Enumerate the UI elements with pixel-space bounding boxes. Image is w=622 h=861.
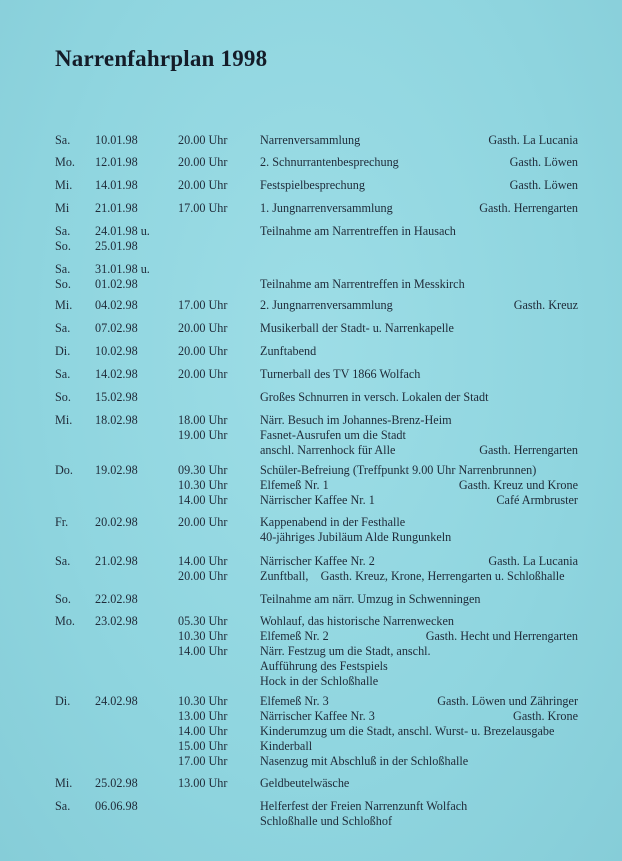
event-description [260, 344, 578, 359]
event-date-line: 23.02.98 [95, 614, 138, 628]
event-text: Aufführung des Festspiels [260, 659, 388, 673]
event-date [95, 155, 138, 170]
event-time [178, 344, 227, 359]
weekday-line: Sa. [55, 224, 71, 238]
event-date-line: 25.01.98 [95, 239, 138, 253]
event-description [260, 390, 578, 405]
event-time [178, 321, 227, 336]
event-time-line: 20.00 Uhr [178, 133, 228, 147]
event-date [95, 776, 138, 791]
event-line [260, 262, 578, 277]
event-date [95, 224, 150, 254]
weekday-line: Sa. [55, 554, 71, 568]
weekday [55, 592, 71, 607]
event-line [260, 367, 578, 382]
event-date-line: 12.01.98 [95, 155, 138, 169]
event-text: Festspielbesprechung [260, 178, 365, 192]
weekday [55, 390, 71, 405]
event-text: Nasenzug mit Abschluß in der Schloßhalle [260, 754, 469, 768]
weekday [55, 201, 69, 216]
event-line [260, 644, 578, 659]
event-description [260, 592, 578, 607]
event-date-line: 10.01.98 [95, 133, 138, 147]
event-text: Kinderball [260, 739, 313, 753]
event-date [95, 694, 138, 709]
event-date [95, 344, 138, 359]
event-date-line: 10.02.98 [95, 344, 138, 358]
event-time-line: 15.00 Uhr [178, 739, 228, 753]
event-time-line: 18.00 Uhr [178, 413, 228, 427]
event-date [95, 463, 138, 478]
venue-label: Gasth. Herrengarten [479, 443, 578, 457]
event-date [95, 262, 150, 292]
event-text: Wohlauf, das historische Narrenwecken [260, 614, 454, 628]
event-date [95, 367, 138, 382]
event-date [95, 592, 138, 607]
venue-label: Gasth. Kreuz und Krone [458, 478, 578, 492]
event-time-line: 20.00 Uhr [178, 155, 228, 169]
event-date [95, 133, 138, 148]
event-description [260, 367, 578, 382]
event-description [260, 224, 578, 239]
event-time-line: 10.30 Uhr [178, 694, 228, 708]
event-line [260, 390, 578, 405]
event-text: Geldbeutelwäsche [260, 776, 350, 790]
weekday [55, 367, 70, 382]
event-description [260, 463, 578, 508]
event-time-line: 17.00 Uhr [178, 298, 228, 312]
weekday-line: Mi. [55, 413, 73, 427]
weekday [55, 463, 73, 478]
event-line [260, 443, 578, 458]
event-time [178, 776, 227, 791]
event-text: Elfemeß Nr. 2 [260, 629, 329, 643]
event-text: 1. Jungnarrenversammlung [260, 201, 393, 215]
weekday-line: Sa. [55, 133, 71, 147]
event-line [260, 799, 578, 814]
event-line [260, 629, 578, 644]
event-text: Kinderumzug um die Stadt, anschl. Wurst- u. Brezelausgabe [260, 724, 555, 738]
weekday [55, 554, 70, 569]
event-date-line: 14.01.98 [95, 178, 138, 192]
event-date [95, 390, 138, 405]
event-time-line: 14.00 Uhr [178, 554, 228, 568]
event-date-line: 21.01.98 [95, 201, 138, 215]
event-time [178, 413, 227, 443]
event-time-line: 20.00 Uhr [178, 515, 228, 529]
event-description [260, 515, 578, 545]
weekday-line: Sa. [55, 799, 71, 813]
event-time-line: 20.00 Uhr [178, 569, 228, 583]
event-date-line: 04.02.98 [95, 298, 138, 312]
event-line [260, 739, 578, 754]
weekday [55, 178, 72, 193]
event-time [178, 463, 227, 508]
event-description [260, 178, 578, 193]
event-text: Musikerball der Stadt- u. Narrenkapelle [260, 321, 454, 335]
event-line [260, 478, 578, 493]
weekday [55, 224, 71, 254]
event-line [260, 428, 578, 443]
event-line [260, 201, 578, 216]
event-date [95, 321, 138, 336]
weekday-line: So. [55, 390, 71, 404]
event-date-line: 07.02.98 [95, 321, 138, 335]
event-text: Elfemeß Nr. 3 [260, 694, 329, 708]
event-time-line: 20.00 Uhr [178, 367, 228, 381]
event-line [260, 754, 578, 769]
event-date-line: 24.02.98 [95, 694, 138, 708]
event-line [260, 569, 578, 584]
event-line [260, 133, 578, 148]
weekday [55, 133, 70, 148]
event-description [260, 799, 578, 829]
event-time-line: 20.00 Uhr [178, 344, 228, 358]
weekday-line: Di. [55, 344, 71, 358]
event-time-line: 10.30 Uhr [178, 478, 228, 492]
event-time [178, 178, 227, 193]
weekday-line: Mi [55, 201, 70, 215]
event-text: Närr. Festzug um die Stadt, anschl. [260, 644, 431, 658]
weekday-line: Mi. [55, 178, 73, 192]
event-time [178, 201, 227, 216]
venue-label: Gasth. Löwen [509, 178, 578, 192]
event-text: Närrischer Kaffee Nr. 2 [260, 554, 375, 568]
event-date [95, 554, 138, 569]
event-description [260, 262, 578, 292]
weekday [55, 155, 75, 170]
event-time-line: 09.30 Uhr [178, 463, 228, 477]
event-date-line: 01.02.98 [95, 277, 138, 291]
event-line [260, 694, 578, 709]
event-line [260, 224, 578, 239]
weekday [55, 344, 70, 359]
event-date-line: 14.02.98 [95, 367, 138, 381]
event-text: Närr. Besuch im Johannes-Brenz-Heim [260, 413, 452, 427]
event-time [178, 155, 227, 170]
event-time-line: 19.00 Uhr [178, 428, 228, 442]
event-line [260, 814, 578, 829]
event-description [260, 133, 578, 148]
event-date-line: 24.01.98 u. [95, 224, 150, 238]
event-line [260, 155, 578, 170]
event-description [260, 298, 578, 313]
event-text: Turnerball des TV 1866 Wolfach [260, 367, 421, 381]
weekday-line: Di. [55, 694, 71, 708]
event-line [260, 709, 578, 724]
event-date-line: 15.02.98 [95, 390, 138, 404]
event-line [260, 321, 578, 336]
event-date-line: 20.02.98 [95, 515, 138, 529]
venue-label: Gasth. Löwen [509, 155, 578, 169]
weekday [55, 614, 75, 629]
event-text: 2. Jungnarrenversammlung [260, 298, 393, 312]
event-line [260, 530, 578, 545]
event-line [260, 659, 578, 674]
weekday [55, 321, 70, 336]
event-date-line: 31.01.98 u. [95, 262, 150, 276]
event-text: Fasnet-Ausrufen um die Stadt [260, 428, 406, 442]
event-text: Hock in der Schloßhalle [260, 674, 379, 688]
event-date-line: 06.06.98 [95, 799, 138, 813]
event-time [178, 515, 227, 530]
event-line [260, 674, 578, 689]
event-text: 40-jähriges Jubiläum Alde Rungunkeln [260, 530, 452, 544]
event-date [95, 178, 138, 193]
event-line [260, 515, 578, 530]
weekday [55, 694, 70, 709]
weekday [55, 298, 72, 313]
event-description [260, 413, 578, 458]
event-time-line: 14.00 Uhr [178, 644, 228, 658]
venue-label: Gasth. Herrengarten [479, 201, 578, 215]
event-time [178, 298, 227, 313]
event-text: Zunftball, Gasth. Kreuz, Krone, Herrengarten u. Schloßhalle [260, 569, 565, 583]
event-description [260, 201, 578, 216]
event-text: Narrenversammlung [260, 133, 361, 147]
event-date [95, 614, 138, 629]
weekday-line: Fr. [55, 515, 69, 529]
event-date [95, 413, 138, 428]
weekday-line: Mi. [55, 298, 73, 312]
event-time-line: 10.30 Uhr [178, 629, 228, 643]
event-text: Teilnahme am närr. Umzug in Schwenningen [260, 592, 481, 606]
weekday [55, 262, 71, 292]
event-line [260, 277, 578, 292]
weekday-line: Mo. [55, 614, 75, 628]
event-text: Zunftabend [260, 344, 317, 358]
event-line [260, 724, 578, 739]
venue-label: Gasth. Hecht und Herrengarten [425, 629, 578, 643]
event-text: Schloßhalle und Schloßhof [260, 814, 393, 828]
weekday [55, 515, 68, 530]
weekday-line: So. [55, 239, 71, 253]
event-line [260, 298, 578, 313]
event-date-line: 18.02.98 [95, 413, 138, 427]
weekday-line: So. [55, 277, 71, 291]
event-time-line: 17.00 Uhr [178, 201, 228, 215]
event-line [260, 776, 578, 791]
event-line [260, 463, 578, 478]
venue-label: Café Armbruster [496, 493, 578, 507]
event-time-line: 20.00 Uhr [178, 178, 228, 192]
weekday-line: Sa. [55, 321, 71, 335]
event-text: anschl. Narrenhock für Alle [260, 443, 396, 457]
event-time-line: 17.00 Uhr [178, 754, 228, 768]
page-title: Narrenfahrplan 1998 [55, 46, 268, 71]
weekday-line: Sa. [55, 262, 71, 276]
weekday [55, 413, 72, 428]
event-time-line: 14.00 Uhr [178, 724, 228, 738]
event-text: Teilnahme am Narrentreffen in Hausach [260, 224, 456, 238]
event-description [260, 614, 578, 689]
event-text: Großes Schnurren in versch. Lokalen der Stadt [260, 390, 489, 404]
event-text: 2. Schnurrantenbesprechung [260, 155, 399, 169]
event-line [260, 614, 578, 629]
venue-label: Gasth. Löwen und Zähringer [437, 694, 578, 708]
event-date-line: 19.02.98 [95, 463, 138, 477]
event-date-line: 21.02.98 [95, 554, 138, 568]
event-time [178, 554, 227, 584]
event-line [260, 344, 578, 359]
event-time-line: 20.00 Uhr [178, 321, 228, 335]
event-time-line: 13.00 Uhr [178, 776, 228, 790]
event-text: Schüler-Befreiung (Treffpunkt 9.00 Uhr Narrenbrunnen) [260, 463, 537, 477]
event-text: Närrischer Kaffee Nr. 3 [260, 709, 375, 723]
event-line [260, 554, 578, 569]
event-date [95, 201, 138, 216]
event-line [260, 493, 578, 508]
event-date [95, 298, 138, 313]
venue-label: Gasth. Krone [513, 709, 578, 723]
event-date [95, 515, 138, 530]
venue-label: Gasth. Kreuz [513, 298, 578, 312]
event-date-line: 25.02.98 [95, 776, 138, 790]
event-text: Elfemeß Nr. 1 [260, 478, 329, 492]
event-time-line: 05.30 Uhr [178, 614, 228, 628]
weekday-line: So. [55, 592, 71, 606]
event-text: Kappenabend in der Festhalle [260, 515, 406, 529]
event-description [260, 554, 578, 584]
event-time [178, 614, 227, 659]
event-text: Teilnahme am Narrentreffen in Messkirch [260, 277, 465, 291]
event-description [260, 155, 578, 170]
event-date [95, 799, 138, 814]
event-time [178, 367, 227, 382]
event-text: Helferfest der Freien Narrenzunft Wolfach [260, 799, 468, 813]
weekday-line: Do. [55, 463, 73, 477]
weekday-line: Mi. [55, 776, 73, 790]
event-date-line: 22.02.98 [95, 592, 138, 606]
event-line [260, 413, 578, 428]
event-description [260, 321, 578, 336]
event-time [178, 694, 227, 769]
event-description [260, 776, 578, 791]
event-time-line: 13.00 Uhr [178, 709, 228, 723]
event-line [260, 592, 578, 607]
event-line [260, 178, 578, 193]
event-time-line: 14.00 Uhr [178, 493, 228, 507]
weekday-line: Sa. [55, 367, 71, 381]
weekday [55, 776, 72, 791]
event-text: Närrischer Kaffee Nr. 1 [260, 493, 375, 507]
weekday-line: Mo. [55, 155, 75, 169]
weekday [55, 799, 70, 814]
event-time [178, 133, 227, 148]
event-description [260, 694, 578, 769]
venue-label: Gasth. La Lucania [488, 554, 578, 568]
venue-label: Gasth. La Lucania [488, 133, 578, 147]
